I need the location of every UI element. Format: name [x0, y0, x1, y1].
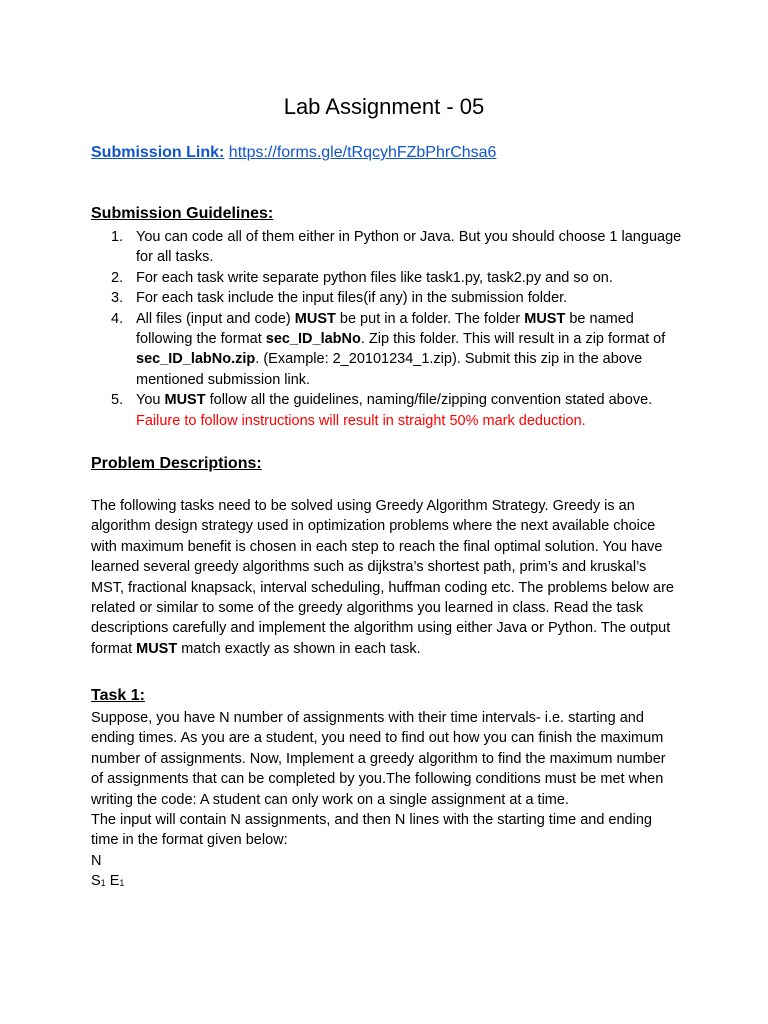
- submission-link[interactable]: https://forms.gle/tRqcyhFZbPhrChsa6: [228, 144, 497, 161]
- guideline-text-normal: You: [136, 392, 165, 409]
- start-subscript: 1: [100, 878, 106, 889]
- guideline-text-normal: . Zip this folder. This will result in a zip format of: [360, 331, 666, 348]
- problem-descriptions-heading: Problem Descriptions:: [91, 455, 262, 472]
- end-symbol: E: [109, 873, 120, 890]
- guideline-text-normal: All files (input and code): [136, 310, 295, 327]
- guidelines-heading: Submission Guidelines:: [91, 205, 274, 222]
- guideline-text-normal: You can code all of them either in Python or Java. But you should choose 1 language for all tasks.: [136, 229, 682, 266]
- guideline-number: 3.: [111, 290, 124, 307]
- task1-input-n: N: [91, 852, 102, 869]
- problem-text-normal: The following tasks need to be solved using Greedy Algorithm Strategy. Greedy is an algorithm design strategy used in optimization problems where the next available choice with maximum benefit is chosen in each step to reach the final optimal solution. You have learned several greedy algorithms such as dijkstra’s shortest path, prim’s and kruskal’s MST, fractional knapsack, interval scheduling, huffman coding etc. The problems below are related or similar to some of the greedy algorithms you learned in class. Read the task descriptions carefully and implement the algorithm using either Java or Python. The output format: [91, 498, 674, 657]
- task1-paragraph-1: Suppose, you have N number of assignments with their time intervals- i.e. starting and ending times. As you are a student, you need to find out how you can finish the maximum number of assignments. Now, Implement a greedy algorithm to find the maximum number of assignments that can be completed by you.The following conditions must be met when writing the code: A student can only work on a single assignment at a time.: [91, 710, 666, 808]
- guideline-text-bold: sec_ID_labNo.zip: [136, 351, 256, 368]
- guideline-item: [91, 309, 691, 391]
- submission-line: [91, 142, 496, 164]
- guideline-text-normal: For each task include the input files(if any) in the submission folder.: [136, 290, 568, 307]
- guidelines-list: [91, 227, 691, 431]
- guideline-number: 4.: [111, 310, 124, 327]
- guideline-text-bold: sec_ID_labNo: [265, 331, 361, 348]
- guideline-text-normal: be named following the format: [136, 310, 634, 348]
- guideline-item: [91, 288, 691, 308]
- start-symbol: S: [91, 873, 101, 890]
- guideline-text-bold: MUST: [294, 310, 336, 327]
- guideline-item: [91, 390, 691, 431]
- task1-body: [91, 708, 681, 893]
- guideline-item: [91, 268, 691, 288]
- problem-text-bold: MUST: [136, 640, 178, 657]
- guideline-number: 1.: [111, 229, 124, 245]
- guideline-number: 5.: [111, 392, 124, 409]
- guideline-item: [91, 227, 691, 268]
- guideline-text-normal: be put in a folder. The folder: [335, 310, 525, 327]
- task1-heading: Task 1:: [91, 687, 145, 704]
- guideline-text-normal: For each task write separate python files like task1.py, task2.py and so on.: [136, 269, 613, 286]
- guideline-text-bold: MUST: [524, 310, 566, 327]
- problem-description-text: [91, 496, 681, 659]
- guideline-number: 2.: [111, 269, 124, 286]
- guideline-text-warning: Failure to follow instructions will result in straight 50% mark deduction.: [136, 412, 586, 429]
- problem-text-normal: match exactly as shown in each task.: [177, 640, 421, 657]
- guideline-text-normal: . (Example: 2_20101234_1.zip). Submit this zip in the above mentioned submission link.: [136, 351, 643, 388]
- page-title: Lab Assignment - 05: [283, 94, 485, 119]
- guideline-text-bold: MUST: [164, 392, 206, 409]
- end-subscript: 1: [119, 878, 125, 889]
- guideline-text-normal: follow all the guidelines, naming/file/zipping convention stated above.: [205, 392, 653, 409]
- task1-paragraph-2: The input will contain N assignments, and then N lines with the starting time and ending time in the format given below:: [91, 812, 652, 849]
- task1-input-se: [91, 871, 681, 892]
- submission-link-label: Submission Link:: [91, 144, 225, 161]
